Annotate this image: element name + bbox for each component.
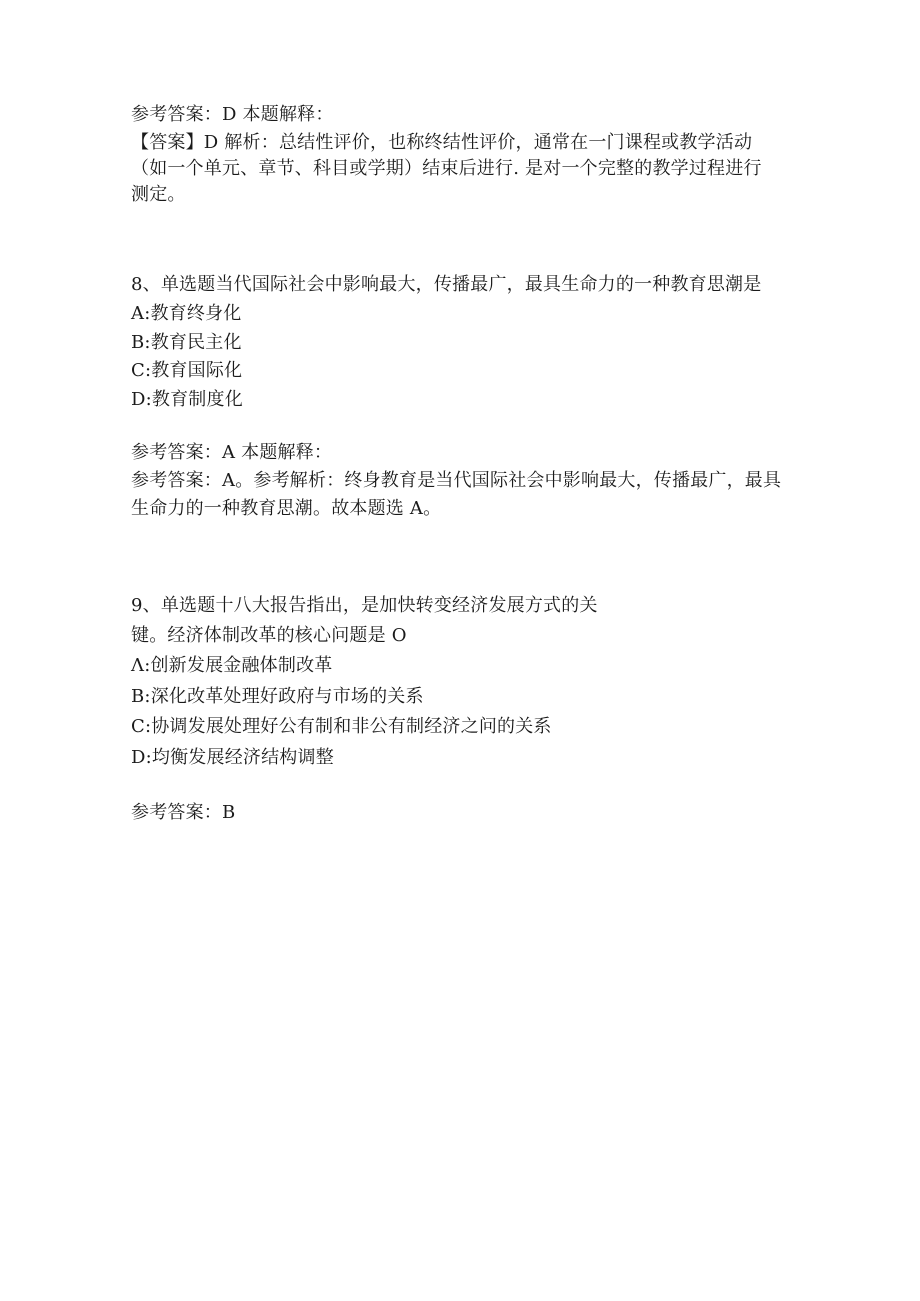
- question-option: D:教育制度化: [131, 389, 243, 410]
- explanation-line: 测定。: [131, 184, 186, 205]
- question-option: C:协调发展处理好公有制和非公有制经济之问的关系: [131, 716, 552, 737]
- question-option: A:教育终身化: [131, 303, 242, 324]
- question-option: Λ:创新发展金融体制改革: [131, 655, 333, 676]
- question-stem: 键。经济体制改革的核心问题是 O: [131, 625, 407, 646]
- question-option: B:教育民主化: [131, 332, 242, 353]
- explanation-line: 【答案】D 解析：总结性评价，也称终结性评价，通常在一门课程或教学活动: [131, 132, 753, 153]
- question-option: B:深化改革处理好政府与市场的关系: [131, 686, 424, 707]
- question-stem: 8、单选题当代国际社会中影响最大，传播最广，最具生命力的一种教育思潮是: [131, 274, 762, 295]
- answer-header: 参考答案：B: [131, 802, 236, 823]
- answer-header: 参考答案：D 本题解释：: [131, 104, 334, 125]
- answer-header: 参考答案：A 本题解释：: [131, 442, 333, 463]
- explanation-line: 参考答案：A。参考解析：终身教育是当代国际社会中影响最大，传播最广，最具: [131, 470, 782, 491]
- question-stem: 9、单选题十八大报告指出，是加快转变经济发展方式的关: [131, 595, 598, 616]
- question-option: D:均衡发展经济结构调整: [131, 747, 334, 768]
- explanation-line: 生命力的一种教育思潮。故本题选 A。: [131, 498, 442, 519]
- question-option: C:教育国际化: [131, 360, 243, 381]
- explanation-line: （如一个单元、章节、科目或学期）结束后进行. 是对一个完整的教学过程进行: [131, 158, 762, 179]
